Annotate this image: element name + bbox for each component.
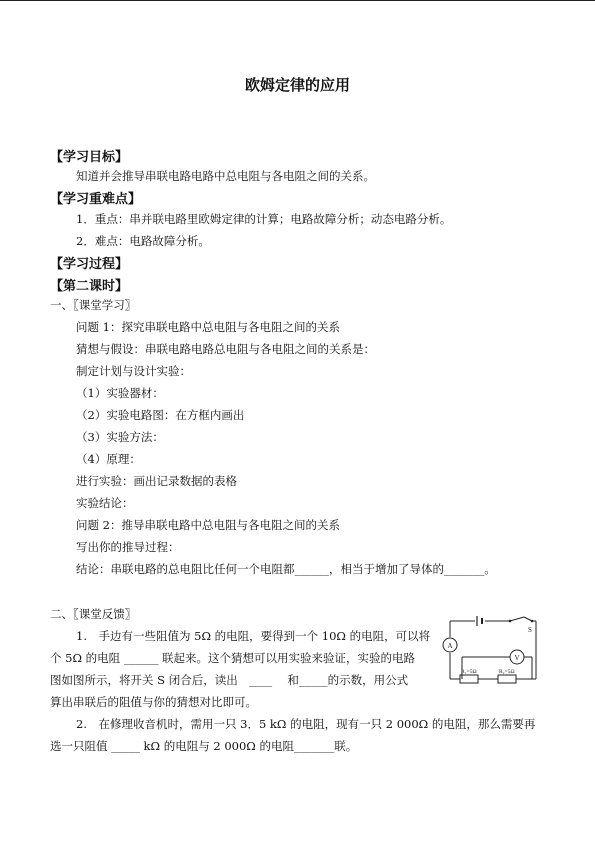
switch-label: S xyxy=(528,626,532,634)
objectives-text: 知道并会推导串联电路电路中总电阻与各电阻之间的关系。 xyxy=(76,169,375,183)
resistor-r1-label: R₁=5Ω xyxy=(461,669,477,675)
section1-line: （2）实验电路图：在方框内画出 xyxy=(76,408,245,422)
question1-line: 算出串联后的阻值与你的猜想对比即可。 xyxy=(50,695,257,709)
section2-heading: 二、〖课堂反馈〗 xyxy=(50,607,137,621)
section1-line: 猜想与假设：串联电路电路总电阻与各电阻之间的关系是： xyxy=(76,342,375,356)
section1-line: 问题 1：探究串联电路中总电阻与各电阻之间的关系 xyxy=(76,320,340,334)
question1-line: 图如图所示，将开关 S 闭合后，读出 ____ 和_____的示数，用公式 xyxy=(50,673,409,687)
page-title: 欧姆定律的应用 xyxy=(244,76,350,94)
section1-line: （4）原理： xyxy=(76,452,141,466)
section1-line: 实验结论： xyxy=(76,496,134,510)
objectives-heading: 【学习目标】 xyxy=(50,150,129,165)
section1-line: 进行实验：画出记录数据的表格 xyxy=(76,474,237,488)
resistor-r2-label: R₂=5Ω xyxy=(499,669,515,675)
section1-line: 写出你的推导过程： xyxy=(76,540,180,554)
lesson-heading: 【第二课时】 xyxy=(50,279,129,294)
section1-line: 制定计划与设计实验： xyxy=(76,364,191,378)
section1-conclusion: 结论：串联电路的总电阻比任何一个电阻都______，相当于增加了导体的_______。 xyxy=(76,562,496,576)
circuit-diagram xyxy=(440,613,542,691)
question2-line: 2. 在修理收音机时，需用一只 3．5 kΩ 的电阻，现有一只 2 000Ω 的电阻，那么需要再 xyxy=(76,717,536,731)
voltmeter-label: V xyxy=(514,654,520,662)
section1-line: （3）实验方法： xyxy=(76,430,164,444)
key-point-item: 2．难点：电路故障分析。 xyxy=(76,234,210,248)
ammeter-label: A xyxy=(447,642,453,650)
process-heading: 【学习过程】 xyxy=(50,257,129,272)
section1-heading: 一、〖课堂学习〗 xyxy=(50,298,137,312)
page-top-rule xyxy=(0,0,595,1)
section1-line: （1）实验器材： xyxy=(76,386,164,400)
key-points-heading: 【学习重难点】 xyxy=(50,192,142,207)
question1-line: 个 5Ω 的电阻 ______ 联起来。这个猜想可以用实验来验证，实验的电路 xyxy=(50,651,415,665)
section1-line: 问题 2：推导串联电路中总电阻与各电阻之间的关系 xyxy=(76,518,340,532)
question2-line: 选一只阻值 _____ kΩ 的电阻与 2 000Ω 的电阻_______联。 xyxy=(50,739,358,753)
question1-line: 1. 手边有一些阻值为 5Ω 的电阻，要得到一个 10Ω 的电阻，可以将 xyxy=(76,629,431,643)
key-point-item: 1．重点：串并联电路里欧姆定律的计算；电路故障分析；动态电路分析。 xyxy=(76,212,452,226)
